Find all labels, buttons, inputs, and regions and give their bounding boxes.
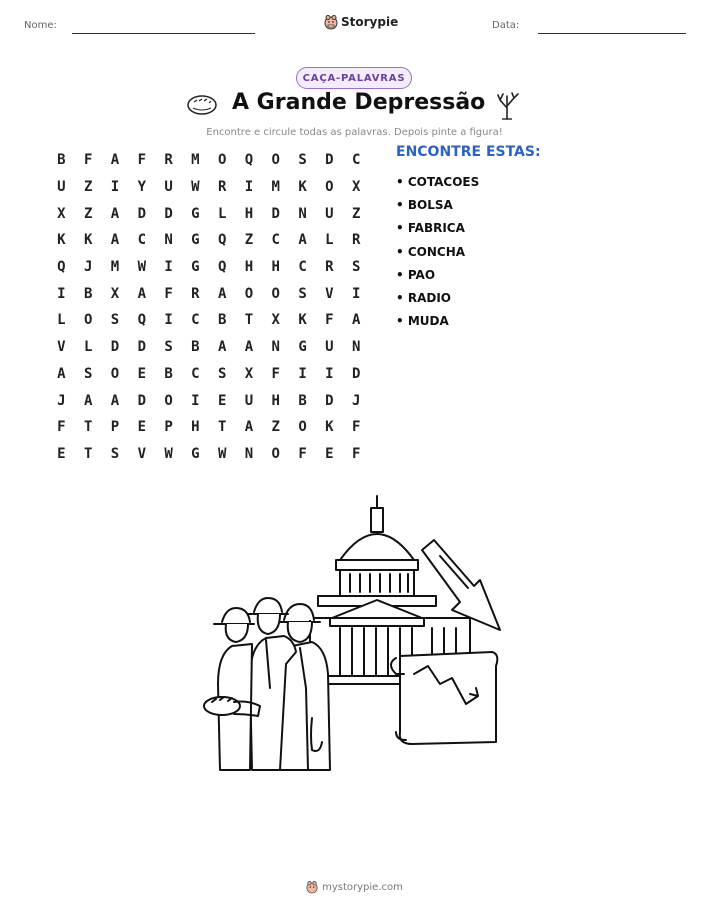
grid-letter[interactable]: G — [191, 259, 200, 276]
grid-letter[interactable]: H — [271, 259, 280, 276]
grid-letter[interactable]: Q — [244, 152, 254, 169]
grid-letter[interactable]: B — [217, 312, 227, 329]
grid-letter[interactable]: E — [325, 445, 334, 462]
grid-letter[interactable]: Q — [57, 259, 66, 276]
grid-letter[interactable]: T — [244, 312, 254, 329]
grid-letter[interactable]: H — [191, 419, 200, 436]
grid-letter[interactable]: F — [351, 419, 361, 436]
grid-letter[interactable]: E — [217, 392, 227, 409]
grid-letter[interactable]: W — [191, 179, 200, 196]
grid-letter[interactable]: D — [164, 205, 173, 222]
grid-letter[interactable]: W — [217, 445, 227, 462]
grid-letter[interactable]: L — [57, 312, 66, 329]
grid-letter[interactable]: D — [110, 339, 120, 356]
grid-letter[interactable]: F — [164, 285, 173, 302]
grid-letter[interactable]: R — [164, 152, 173, 169]
grid-letter[interactable]: M — [271, 179, 280, 196]
instructions: Encontre e circule todas as palavras. Depois pinte a figura! — [206, 127, 503, 138]
grid-letter[interactable]: A — [217, 285, 227, 302]
letter-grid — [48, 147, 370, 467]
grid-letter[interactable]: D — [271, 205, 280, 222]
grid-letter[interactable]: I — [351, 285, 361, 302]
grid-letter[interactable]: R — [351, 232, 361, 249]
grid-letter[interactable]: A — [244, 419, 254, 436]
bread-icon — [186, 94, 218, 116]
grid-letter[interactable]: I — [191, 392, 200, 409]
grid-letter[interactable]: I — [298, 365, 307, 382]
grid-letter[interactable]: H — [271, 392, 280, 409]
name-line[interactable] — [72, 33, 255, 34]
grid-letter[interactable]: J — [57, 392, 66, 409]
date-label: Data: — [492, 20, 520, 31]
grid-letter[interactable]: Z — [271, 419, 280, 436]
grid-letter[interactable]: R — [191, 285, 200, 302]
grid-letter[interactable]: D — [351, 365, 361, 382]
grid-letter[interactable]: O — [325, 179, 334, 196]
word-item: • PAO — [396, 267, 436, 282]
grid-letter[interactable]: I — [244, 179, 254, 196]
grid-letter[interactable]: T — [83, 419, 93, 436]
grid-row — [48, 414, 370, 441]
grid-letter[interactable]: J — [351, 392, 361, 409]
grid-letter[interactable]: L — [325, 232, 334, 249]
word-item: • MUDA — [396, 314, 449, 329]
grid-letter[interactable]: T — [217, 419, 227, 436]
grid-letter[interactable]: N — [271, 339, 280, 356]
grid-letter[interactable]: C — [191, 312, 200, 329]
grid-letter[interactable]: I — [164, 312, 173, 329]
grid-letter[interactable]: B — [298, 392, 307, 409]
grid-letter[interactable]: S — [217, 365, 227, 382]
name-label: Nome: — [24, 20, 57, 31]
grid-letter[interactable]: X — [110, 285, 120, 302]
grid-letter[interactable]: A — [351, 312, 361, 329]
grid-letter[interactable]: C — [191, 365, 200, 382]
great-depression-coloring-illustration — [200, 488, 520, 773]
brand — [324, 14, 398, 30]
grid-letter[interactable]: Q — [217, 259, 227, 276]
footer-url[interactable]: mystorypie.com — [322, 881, 403, 893]
grid-letter[interactable]: U — [57, 179, 66, 196]
grid-row — [48, 254, 370, 281]
grid-letter[interactable]: W — [164, 445, 173, 462]
grid-letter[interactable]: S — [83, 365, 93, 382]
grid-letter[interactable]: H — [244, 259, 254, 276]
grid-letter[interactable]: T — [83, 445, 93, 462]
grid-letter[interactable]: N — [351, 339, 361, 356]
grid-row — [48, 334, 370, 361]
men-in-line — [204, 598, 330, 770]
grid-row — [48, 387, 370, 414]
grid-letter[interactable]: F — [271, 365, 280, 382]
grid-letter[interactable]: P — [110, 419, 120, 436]
grid-letter[interactable]: F — [351, 445, 361, 462]
grid-row — [48, 227, 370, 254]
grid-letter[interactable]: G — [191, 205, 200, 222]
grid-letter[interactable]: L — [217, 205, 227, 222]
grid-letter[interactable]: N — [244, 445, 254, 462]
grid-letter[interactable]: S — [110, 445, 120, 462]
grid-letter[interactable]: O — [244, 285, 254, 302]
grid-letter[interactable]: Q — [217, 232, 227, 249]
word-search-badge: CAÇA-PALAVRAS — [296, 67, 412, 89]
grid-letter[interactable]: X — [57, 205, 66, 222]
grid-letter[interactable]: G — [298, 339, 307, 356]
grid-letter[interactable]: S — [351, 259, 361, 276]
date-line[interactable] — [538, 33, 686, 34]
grid-letter[interactable]: S — [298, 285, 307, 302]
grid-letter[interactable]: O — [110, 365, 120, 382]
word-item: • BOLSA — [396, 197, 453, 212]
grid-letter[interactable]: Z — [244, 232, 254, 249]
grid-letter[interactable]: I — [57, 285, 66, 302]
grid-letter[interactable]: O — [164, 392, 173, 409]
grid-letter[interactable]: X — [271, 312, 280, 329]
grid-letter[interactable]: K — [298, 312, 307, 329]
grid-letter[interactable]: K — [57, 232, 66, 249]
grid-letter[interactable]: O — [271, 152, 280, 169]
grid-letter[interactable]: A — [110, 392, 120, 409]
grid-letter[interactable]: R — [217, 179, 227, 196]
grid-letter[interactable]: W — [137, 259, 146, 276]
grid-row — [48, 441, 370, 468]
grid-letter[interactable]: F — [325, 312, 334, 329]
word-item: • RADIO — [396, 291, 452, 306]
grid-letter[interactable]: B — [83, 285, 93, 302]
grid-letter[interactable]: O — [217, 152, 227, 169]
storypie-logo-icon — [324, 14, 338, 30]
grid-letter[interactable]: U — [244, 392, 254, 409]
grid-letter[interactable]: O — [271, 445, 280, 462]
storypie-logo-icon — [306, 880, 318, 894]
grid-letter[interactable]: A — [137, 285, 146, 302]
grid-letter[interactable]: O — [271, 285, 280, 302]
grid-row — [48, 280, 370, 307]
word-item: • FABRICA — [396, 221, 465, 236]
grid-letter[interactable]: A — [110, 232, 120, 249]
grid-letter[interactable]: V — [137, 445, 146, 462]
grid-row — [48, 147, 370, 174]
grid-letter[interactable]: I — [110, 179, 120, 196]
grid-row — [48, 200, 370, 227]
grid-letter[interactable]: N — [164, 232, 173, 249]
grid-letter[interactable]: Z — [351, 205, 361, 222]
grid-letter[interactable]: H — [244, 205, 254, 222]
grid-letter[interactable]: M — [191, 152, 200, 169]
grid-letter[interactable]: S — [110, 312, 120, 329]
grid-letter[interactable]: F — [137, 152, 146, 169]
grid-letter[interactable]: J — [83, 259, 93, 276]
falling-arrow-icon — [422, 540, 500, 630]
grid-letter[interactable]: M — [110, 259, 120, 276]
grid-letter[interactable]: S — [164, 339, 173, 356]
grid-letter[interactable]: A — [83, 392, 93, 409]
word-item: • CONCHA — [396, 244, 466, 259]
grid-letter[interactable]: K — [325, 419, 334, 436]
grid-letter[interactable]: F — [57, 419, 66, 436]
grid-letter[interactable]: D — [137, 339, 146, 356]
grid-letter[interactable]: A — [110, 205, 120, 222]
stock-chart-scroll — [391, 652, 497, 744]
grid-letter[interactable]: G — [191, 445, 200, 462]
grid-letter[interactable]: D — [325, 152, 334, 169]
grid-letter[interactable]: E — [57, 445, 66, 462]
grid-letter[interactable]: Z — [83, 179, 93, 196]
grid-letter[interactable]: B — [164, 365, 173, 382]
grid-letter[interactable]: U — [325, 205, 334, 222]
grid-letter[interactable]: E — [137, 419, 146, 436]
grid-letter[interactable]: O — [298, 419, 307, 436]
grid-letter[interactable]: N — [298, 205, 307, 222]
grid-letter[interactable]: S — [298, 152, 307, 169]
grid-letter[interactable]: A — [298, 232, 307, 249]
grid-letter[interactable]: E — [137, 365, 146, 382]
grid-letter[interactable]: B — [57, 152, 66, 169]
grid-letter[interactable]: D — [137, 392, 146, 409]
grid-letter[interactable]: G — [191, 232, 200, 249]
grid-letter[interactable]: C — [298, 259, 307, 276]
grid-letter[interactable]: K — [298, 179, 307, 196]
page-title: A Grande Depressão — [232, 90, 486, 115]
grid-letter[interactable]: C — [351, 152, 361, 169]
word-list — [396, 170, 479, 333]
grid-letter[interactable]: I — [325, 365, 334, 382]
grid-letter[interactable]: V — [325, 285, 334, 302]
footer — [0, 880, 709, 894]
brand-name: Storypie — [341, 15, 399, 29]
grid-letter[interactable]: X — [351, 179, 361, 196]
grid-letter[interactable]: U — [325, 339, 334, 356]
word-list-title: ENCONTRE ESTAS: — [396, 144, 541, 160]
grid-letter[interactable]: K — [83, 232, 93, 249]
grid-letter[interactable]: Z — [83, 205, 93, 222]
grid-letter[interactable]: Q — [137, 312, 146, 329]
grid-letter[interactable]: F — [83, 152, 93, 169]
grid-letter[interactable]: Y — [137, 179, 146, 196]
grid-letter[interactable]: A — [217, 339, 227, 356]
grid-row — [48, 307, 370, 334]
grid-letter[interactable]: C — [271, 232, 280, 249]
grid-letter[interactable]: B — [191, 339, 200, 356]
word-item: • COTACOES — [396, 174, 480, 189]
grid-row — [48, 361, 370, 388]
grid-letter[interactable]: F — [298, 445, 307, 462]
grid-letter[interactable]: O — [83, 312, 93, 329]
grid-row — [48, 174, 370, 201]
grid-letter[interactable]: P — [164, 419, 173, 436]
grid-letter[interactable]: V — [57, 339, 66, 356]
grid-letter[interactable]: R — [325, 259, 334, 276]
grid-letter[interactable]: A — [110, 152, 120, 169]
grid-letter[interactable]: L — [83, 339, 93, 356]
grid-letter[interactable]: C — [137, 232, 146, 249]
bare-tree-icon — [494, 90, 520, 120]
grid-letter[interactable]: D — [325, 392, 334, 409]
grid-letter[interactable]: D — [137, 205, 146, 222]
grid-letter[interactable]: A — [57, 365, 66, 382]
grid-letter[interactable]: I — [164, 259, 173, 276]
grid-letter[interactable]: A — [244, 339, 254, 356]
grid-letter[interactable]: X — [244, 365, 254, 382]
grid-letter[interactable]: U — [164, 179, 173, 196]
